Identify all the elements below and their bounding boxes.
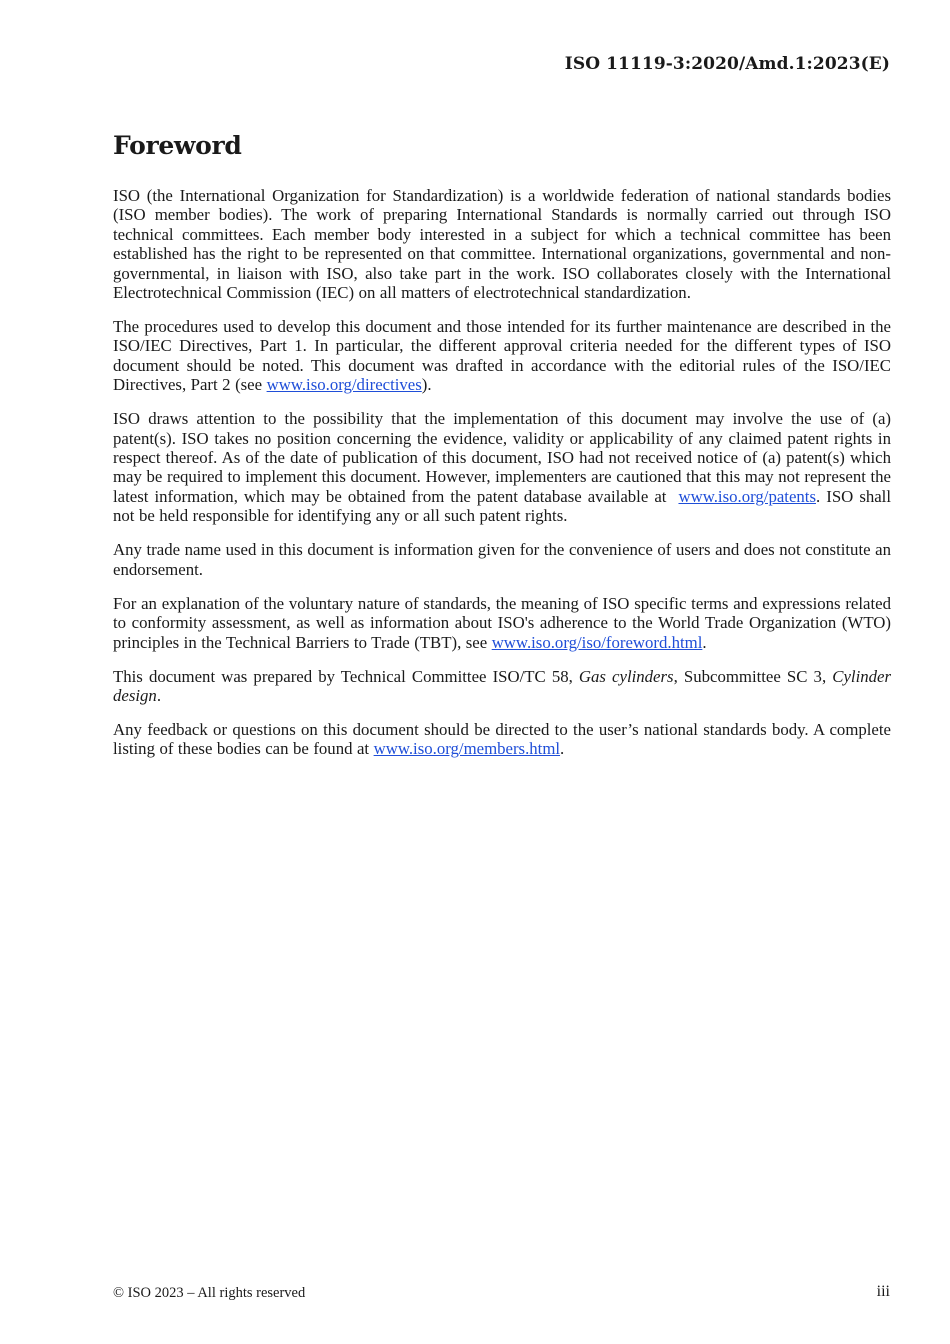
committee-name: Gas cylinders [578,666,674,686]
paragraph-procedures [113,317,891,395]
paragraph-text: , Subcommittee SC 3, [673,666,833,686]
paragraph-voluntary-nature [113,594,891,652]
paragraph-patents [113,409,891,525]
directives-link[interactable]: www.iso.org/directives [266,375,422,395]
members-link[interactable]: www.iso.org/members.html [373,739,561,759]
foreword-link[interactable]: www.iso.org/iso/foreword.html [491,632,703,652]
paragraph-text: ). [421,375,432,395]
page-title: Foreword [113,131,242,160]
copyright-notice: © ISO 2023 – All rights reserved [113,1285,306,1301]
paragraph-text: Any feedback or questions on this document should be directed to the user’s national standards body. A complete listing of these bodies can be found at [113,719,891,759]
subcommittee-name: Cylinder design [113,666,891,705]
paragraph-text: This document was prepared by Technical Committee ISO/TC 58, [113,666,579,686]
paragraph-text: The procedures used to develop this document and those intended for its further maintenance are described in the ISO/IEC Directives, Part 1. In particular, the different approval criteria needed for the different types of ISO document should be noted. This document was drafted in accordance with the editorial rules of the ISO/IEC Directives, Part 2 (see [113,317,891,395]
foreword-body [113,186,891,773]
paragraph-trade-names: Any trade name used in this document is information given for the convenience of users and does not constitute an endorsement. [113,540,891,579]
document-identifier: ISO 11119-3:2020/Amd.1:2023(E) [564,54,890,74]
paragraph-text: . ISO shall not be held responsible for identifying any or all such patent rights. [113,486,892,526]
paragraph-text: . [156,685,162,705]
page-number: iii [876,1283,890,1300]
paragraph-text: . [560,739,565,759]
paragraph-text: For an explanation of the voluntary nature of standards, the meaning of ISO specific terms and expressions related to conformity assessment, as well as information about ISO's adherence to the World Trade Organization (WTO) principles in the Technical Barriers to Trade (TBT), see [113,593,891,652]
paragraph-feedback [113,720,891,759]
paragraph-text: . [702,632,707,652]
paragraph-iso-overview: ISO (the International Organization for Standardization) is a worldwide federation of national standards bodies (ISO member bodies). The work of preparing International Standards is normally carried out through ISO technical committees. Each member body interested in a subject for which a technical committee has been established has the right to be represented on that committee. International organizations, governmental and non-governmental, in liaison with ISO, also take part in the work. ISO collaborates closely with the International Electrotechnical Commission (IEC) on all matters of electrotechnical standardization. [113,186,891,303]
patents-link[interactable]: www.iso.org/patents [678,486,816,506]
paragraph-text: ISO draws attention to the possibility that the implementation of this document may involve the use of (a) patent(s). ISO takes no position concerning the evidence, validity or applicability of any claimed patent rights in respect thereof. As of the date of publication of this document, ISO had not received notice of (a) patent(s) which may be required to implement this document. However, implementers are cautioned that this may not represent the latest information, which may be obtained from the patent database available at [113,409,891,506]
paragraph-committee [113,667,891,706]
